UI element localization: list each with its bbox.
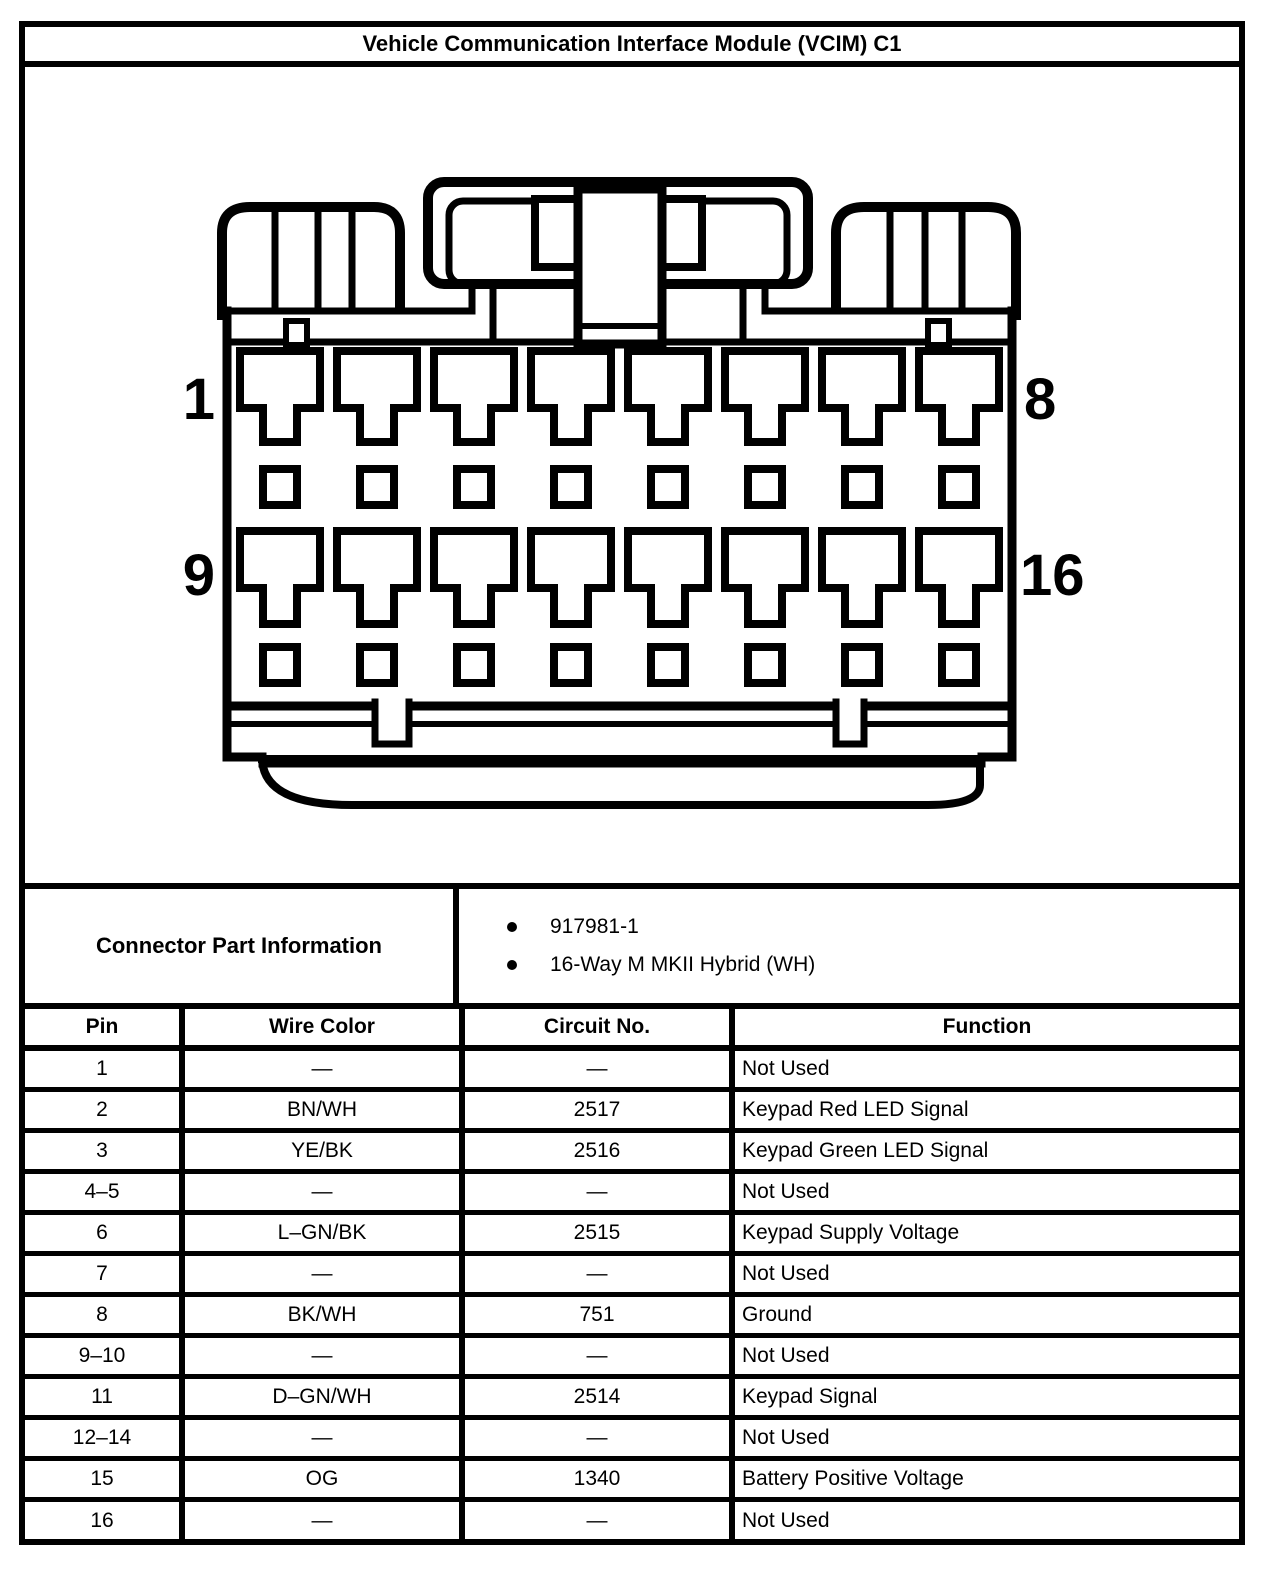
latch-tab <box>578 189 662 344</box>
latch-slot-left <box>535 199 580 267</box>
header-function: Function <box>942 1015 1032 1038</box>
circuit-no-cell: 2515 <box>465 1215 735 1251</box>
index-hole-bottom-row <box>942 647 976 683</box>
pin-label-9: 9 <box>182 543 215 608</box>
index-hole-bottom-row <box>845 647 879 683</box>
header-circuit-no: Circuit No. <box>465 1009 735 1045</box>
wire-color-cell: — <box>185 1420 465 1456</box>
function-cell: Not Used <box>742 1426 830 1449</box>
pin-cell: 15 <box>25 1461 185 1497</box>
table-row <box>25 1420 1239 1461</box>
circuit-no-cell: 2517 <box>465 1092 735 1128</box>
pin-cell: 7 <box>25 1256 185 1292</box>
function-cell: Keypad Red LED Signal <box>742 1098 969 1121</box>
rib-block-left <box>222 207 400 315</box>
connector-part-info-row <box>25 889 1239 1009</box>
function-cell: Keypad Supply Voltage <box>742 1221 960 1244</box>
function-cell: Keypad Green LED Signal <box>742 1139 989 1162</box>
wire-color-cell: OG <box>185 1461 465 1497</box>
wire-color-cell: BK/WH <box>185 1297 465 1333</box>
pin-cell: 8 <box>25 1297 185 1333</box>
table-row <box>25 1051 1239 1092</box>
header-pin: Pin <box>25 1009 185 1045</box>
table-header-row <box>25 1009 1239 1051</box>
function-cell: Not Used <box>742 1180 830 1203</box>
pin-cell: 1 <box>25 1051 185 1087</box>
pin-cell: 2 <box>25 1092 185 1128</box>
list-item <box>507 915 1239 939</box>
index-hole-top-row <box>263 469 297 505</box>
bullet-icon <box>507 960 517 970</box>
table-row <box>25 1502 1239 1539</box>
pin-cell: 3 <box>25 1133 185 1169</box>
circuit-no-cell: 2514 <box>465 1379 735 1415</box>
index-hole-bottom-row <box>651 647 685 683</box>
pin-cell: 6 <box>25 1215 185 1251</box>
circuit-no-cell: — <box>465 1256 735 1292</box>
wire-color-cell: — <box>185 1502 465 1539</box>
index-hole-top-row <box>748 469 782 505</box>
pin-cell: 16 <box>25 1502 185 1539</box>
document-frame <box>19 21 1245 1545</box>
circuit-no-cell: — <box>465 1502 735 1539</box>
title-bar <box>25 27 1239 67</box>
index-hole-bottom-row <box>360 647 394 683</box>
table-row <box>25 1379 1239 1420</box>
circuit-no-cell: — <box>465 1420 735 1456</box>
page-title: Vehicle Communication Interface Module (VCIM) C1 <box>362 31 902 56</box>
index-hole-bottom-row <box>554 647 588 683</box>
index-hole-top-row <box>651 469 685 505</box>
band-gap-erase-right <box>838 697 862 741</box>
circuit-no-cell: — <box>465 1051 735 1087</box>
wire-color-cell: BN/WH <box>185 1092 465 1128</box>
table-row <box>25 1338 1239 1379</box>
circuit-no-cell: — <box>465 1338 735 1374</box>
circuit-no-cell: 751 <box>465 1297 735 1333</box>
function-cell: Ground <box>742 1303 813 1326</box>
index-hole-bottom-row <box>457 647 491 683</box>
pin-cell: 9–10 <box>25 1338 185 1374</box>
function-cell: Not Used <box>742 1344 830 1367</box>
part-number: 917981-1 <box>550 915 639 938</box>
function-cell: Not Used <box>742 1057 830 1080</box>
index-bump-left <box>286 321 307 345</box>
circuit-no-cell: 1340 <box>465 1461 735 1497</box>
function-cell: Battery Positive Voltage <box>742 1467 964 1490</box>
table-row <box>25 1133 1239 1174</box>
circuit-no-cell: 2516 <box>465 1133 735 1169</box>
connector-diagram-cell <box>25 67 1239 889</box>
list-item <box>507 953 1239 977</box>
pin-cell: 11 <box>25 1379 185 1415</box>
index-hole-bottom-row <box>748 647 782 683</box>
part-info-label: Connector Part Information <box>25 889 459 1003</box>
band-gap-erase-left <box>377 697 407 741</box>
pin-cell: 12–14 <box>25 1420 185 1456</box>
wire-color-cell: D–GN/WH <box>185 1379 465 1415</box>
pin-label-16: 16 <box>1020 543 1085 608</box>
wire-color-cell: — <box>185 1338 465 1374</box>
pin-label-8: 8 <box>1024 367 1057 432</box>
pin-label-1: 1 <box>182 367 215 432</box>
index-hole-top-row <box>457 469 491 505</box>
index-hole-top-row <box>845 469 879 505</box>
table-row <box>25 1174 1239 1215</box>
wire-color-cell: — <box>185 1256 465 1292</box>
table-row <box>25 1297 1239 1338</box>
header-wire-color: Wire Color <box>185 1009 465 1045</box>
index-hole-top-row <box>360 469 394 505</box>
table-row <box>25 1256 1239 1297</box>
part-info-list <box>459 889 1239 1003</box>
bullet-icon <box>507 922 517 932</box>
function-cell: Keypad Signal <box>742 1385 878 1408</box>
table-row <box>25 1215 1239 1256</box>
wire-color-cell: L–GN/BK <box>185 1215 465 1251</box>
wire-color-cell: YE/BK <box>185 1133 465 1169</box>
function-cell: Not Used <box>742 1508 830 1532</box>
wire-color-cell: — <box>185 1051 465 1087</box>
index-hole-bottom-row <box>263 647 297 683</box>
connector-diagram <box>25 67 1239 883</box>
index-bump-right <box>928 321 949 345</box>
latch-slot-right <box>662 199 702 267</box>
index-hole-top-row <box>554 469 588 505</box>
index-hole-top-row <box>942 469 976 505</box>
table-row <box>25 1092 1239 1133</box>
table-row <box>25 1461 1239 1502</box>
wire-color-cell: — <box>185 1174 465 1210</box>
function-cell: Not Used <box>742 1262 830 1285</box>
pin-cell: 4–5 <box>25 1174 185 1210</box>
part-description: 16-Way M MKII Hybrid (WH) <box>550 953 816 976</box>
circuit-no-cell: — <box>465 1174 735 1210</box>
